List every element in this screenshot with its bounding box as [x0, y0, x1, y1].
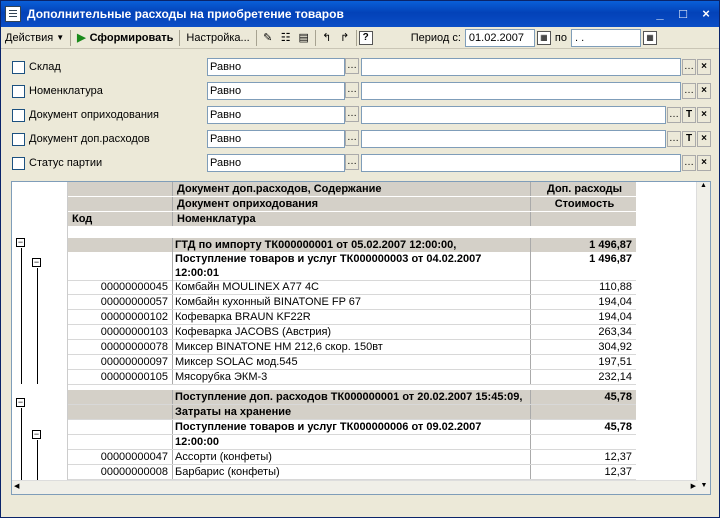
date-to-field[interactable]: . .: [571, 29, 641, 47]
filter-row: [9, 82, 713, 100]
table-row[interactable]: [68, 238, 636, 253]
cell-name: Мясорубка ЭКМ-3: [172, 370, 530, 384]
select-button[interactable]: …: [682, 155, 696, 171]
cell-code: [68, 266, 172, 280]
condition-select-button[interactable]: …: [345, 106, 359, 122]
cell-name: Поступление товаров и услуг ТК000000003 от 04.02.2007: [172, 252, 530, 266]
condition-field[interactable]: Равно: [207, 106, 345, 124]
header-blank: [530, 212, 634, 226]
clear-icon[interactable]: ×: [697, 59, 711, 75]
table-row[interactable]: [68, 266, 636, 281]
cell-code: 00000000008: [100, 466, 168, 478]
clear-icon[interactable]: ×: [697, 131, 711, 147]
minimize-button[interactable]: _: [656, 6, 664, 21]
table-row[interactable]: [68, 340, 636, 355]
maximize-button[interactable]: □: [679, 6, 687, 21]
cell-value: 12,37: [530, 450, 634, 464]
table-row[interactable]: [68, 355, 636, 370]
header-blank: [68, 197, 172, 211]
filter-row: [9, 154, 713, 172]
separator: [256, 30, 257, 46]
cell-value: [530, 266, 634, 280]
period-from-label: Период с:: [410, 31, 461, 44]
run-button[interactable]: [73, 28, 177, 48]
cell-value: 1 496,87: [530, 238, 634, 252]
value-buttons: [681, 83, 711, 99]
condition-select-button[interactable]: …: [345, 130, 359, 146]
cell-name: Затраты на хранение: [172, 405, 530, 419]
separator: [70, 30, 71, 46]
table-row[interactable]: [68, 370, 636, 385]
tree-line: [37, 268, 38, 384]
select-button[interactable]: …: [682, 59, 696, 75]
calendar-icon[interactable]: ▦: [643, 31, 657, 45]
condition-field[interactable]: Равно: [207, 130, 345, 148]
close-button[interactable]: ×: [702, 6, 710, 21]
header-row: [68, 182, 636, 197]
cell-name: Комбайн MOULINEX A77 4C: [172, 280, 530, 294]
cell-value: [530, 435, 634, 449]
run-label: Сформировать: [89, 31, 174, 44]
filter-checkbox[interactable]: [12, 157, 25, 170]
cell-code: 00000000047: [100, 451, 168, 463]
cell-code: 00000000078: [100, 341, 168, 353]
table-row[interactable]: [68, 310, 636, 325]
filter-value-input[interactable]: [361, 58, 681, 76]
cell-code: [68, 435, 172, 449]
table-row[interactable]: [68, 435, 636, 450]
table-row[interactable]: [68, 295, 636, 310]
header-doc-expenses: [68, 182, 172, 196]
header-code: Код: [72, 213, 93, 225]
cell-name: Поступление товаров и услуг ТК000000006 от 09.02.2007: [172, 420, 530, 434]
collapse-group-icon[interactable]: −: [17, 237, 24, 247]
type-icon[interactable]: T: [682, 107, 696, 123]
cell-code: 00000000057: [100, 296, 168, 308]
cell-name: Миксер BINATONE HM 212,6 скор. 150вт: [172, 340, 530, 354]
cell-value: [530, 405, 634, 419]
clear-icon[interactable]: ×: [697, 83, 711, 99]
cell-name: Кофеварка JACOBS (Австрия): [172, 325, 530, 339]
cell-code: 00000000045: [100, 281, 168, 293]
vertical-scrollbar[interactable]: [696, 182, 710, 494]
cell-code: 00000000103: [100, 326, 168, 338]
separator: [356, 30, 357, 46]
cell-value: 197,51: [530, 355, 634, 369]
filter-value-input[interactable]: [361, 82, 681, 100]
actions-menu[interactable]: [1, 28, 68, 48]
cell-code: [68, 420, 172, 434]
clear-icon[interactable]: ×: [697, 107, 711, 123]
header-item: Номенклатура: [172, 212, 530, 226]
cell-value: 12,37: [530, 465, 634, 479]
scroll-left-icon[interactable]: ◀: [14, 483, 20, 490]
filter-checkbox[interactable]: [12, 61, 25, 74]
table-row[interactable]: [68, 280, 636, 295]
header-row: [68, 212, 636, 227]
scroll-up-icon[interactable]: ▲: [700, 182, 707, 189]
dropdown-arrow-icon: ▼: [56, 33, 65, 42]
condition-field[interactable]: Равно: [207, 154, 345, 172]
settings-button[interactable]: Настройка...: [186, 31, 250, 44]
header-expenses: Доп. расходы: [530, 182, 634, 196]
document-icon: [5, 6, 21, 22]
value-buttons: [681, 155, 711, 171]
cell-name: Барбарис (конфеты): [172, 465, 530, 479]
scroll-right-icon[interactable]: ▶: [690, 483, 696, 490]
cell-name: Поступление доп. расходов ТК000000001 от 20.02.2007 15:45:09,: [172, 390, 530, 404]
cell-value: 45,78: [530, 420, 634, 434]
cell-name: Комбайн кухонный BINATONE FP 67: [172, 295, 530, 309]
filter-label: Номенклатура: [29, 85, 103, 97]
cell-value: 194,04: [530, 310, 634, 324]
cell-name: Кофеварка BRAUN KF22R: [172, 310, 530, 324]
type-icon[interactable]: T: [682, 131, 696, 147]
collapse-icon[interactable]: ↱: [340, 32, 350, 44]
window-title: Дополнительные расходы на приобретение товаров: [27, 7, 344, 21]
expand-icon[interactable]: ↰: [322, 32, 332, 44]
cell-code: [68, 405, 172, 419]
value-buttons: [681, 59, 711, 75]
value-buttons: [666, 107, 711, 123]
scroll-down-icon[interactable]: ▼: [700, 482, 708, 489]
filter-label: Склад: [29, 61, 61, 73]
header-row: [68, 197, 636, 212]
cell-name: Миксер SOLAC мод.545: [172, 355, 530, 369]
calendar-icon[interactable]: ▦: [537, 31, 551, 45]
cell-value: 110,88: [530, 280, 634, 294]
toolbar: [1, 27, 719, 49]
filter-checkbox[interactable]: [12, 133, 25, 146]
table-row[interactable]: [68, 252, 636, 267]
date-from-field[interactable]: 01.02.2007: [465, 29, 535, 47]
filter-row: [9, 58, 713, 76]
actions-label: Действия: [5, 31, 54, 44]
tree-line: [21, 248, 22, 384]
header-doc-expenses-label: Документ доп.расходов, Содержание: [172, 182, 530, 196]
header-doc-income: Документ оприходования: [172, 197, 530, 211]
cell-value: 194,04: [530, 295, 634, 309]
filter-row: [9, 106, 713, 124]
cell-name: Ассорти (конфеты): [172, 450, 530, 464]
period-to-label: по: [554, 31, 567, 44]
cell-name: 12:00:01: [172, 266, 530, 280]
help-icon[interactable]: ?: [359, 31, 373, 45]
separator: [179, 30, 180, 46]
cell-code: [68, 238, 172, 252]
cell-value: 232,14: [530, 370, 634, 384]
condition-field[interactable]: Равно: [207, 58, 345, 76]
table-row[interactable]: [68, 390, 636, 405]
table-row[interactable]: [68, 465, 636, 480]
cell-name: 12:00:00: [172, 435, 530, 449]
select-button[interactable]: …: [667, 107, 681, 123]
value-buttons: [666, 131, 711, 147]
select-button[interactable]: …: [682, 83, 696, 99]
cell-name: ГТД по импорту ТК000000001 от 05.02.2007 12:00:00,: [172, 238, 530, 252]
select-button[interactable]: …: [667, 131, 681, 147]
filter-value-input[interactable]: [361, 130, 666, 148]
table-view-icon[interactable]: ▤: [298, 32, 309, 44]
filter-label: Документ доп.расходов: [29, 133, 150, 145]
filter-label: Документ оприходования: [29, 109, 159, 121]
edit-icon[interactable]: ✎: [263, 32, 273, 44]
filter-value-input[interactable]: [361, 154, 681, 172]
cell-value: 1 496,87: [530, 252, 634, 266]
title-bar: [1, 1, 719, 27]
table-row[interactable]: [68, 325, 636, 340]
header-cost: Стоимость: [530, 197, 634, 211]
cell-code: 00000000097: [100, 356, 168, 368]
cell-code: [68, 252, 172, 266]
separator: [315, 30, 316, 46]
horizontal-scrollbar[interactable]: [12, 480, 698, 494]
filter-checkbox[interactable]: [12, 85, 25, 98]
clear-icon[interactable]: ×: [697, 155, 711, 171]
cell-code: [68, 390, 172, 404]
collapse-group-icon[interactable]: −: [33, 429, 40, 439]
cell-value: 304,92: [530, 340, 634, 354]
report-table: [11, 181, 711, 495]
cell-code: 00000000102: [100, 311, 168, 323]
filter-label: Статус партии: [29, 157, 103, 169]
cell-code: 00000000105: [100, 371, 168, 383]
table-row[interactable]: [68, 405, 636, 420]
play-icon: ▶: [77, 32, 86, 44]
condition-select-button[interactable]: …: [345, 58, 359, 74]
filter-value-input[interactable]: [361, 106, 666, 124]
filter-checkbox[interactable]: [12, 109, 25, 122]
collapse-group-icon[interactable]: −: [17, 397, 24, 407]
condition-select-button[interactable]: …: [345, 82, 359, 98]
collapse-group-icon[interactable]: −: [33, 257, 40, 267]
cell-value: 263,34: [530, 325, 634, 339]
table-row[interactable]: [68, 420, 636, 435]
condition-field[interactable]: Равно: [207, 82, 345, 100]
cell-value: 45,78: [530, 390, 634, 404]
filter-row: [9, 130, 713, 148]
tree-view-icon[interactable]: ☷: [280, 32, 291, 44]
condition-select-button[interactable]: …: [345, 154, 359, 170]
table-row[interactable]: [68, 450, 636, 465]
